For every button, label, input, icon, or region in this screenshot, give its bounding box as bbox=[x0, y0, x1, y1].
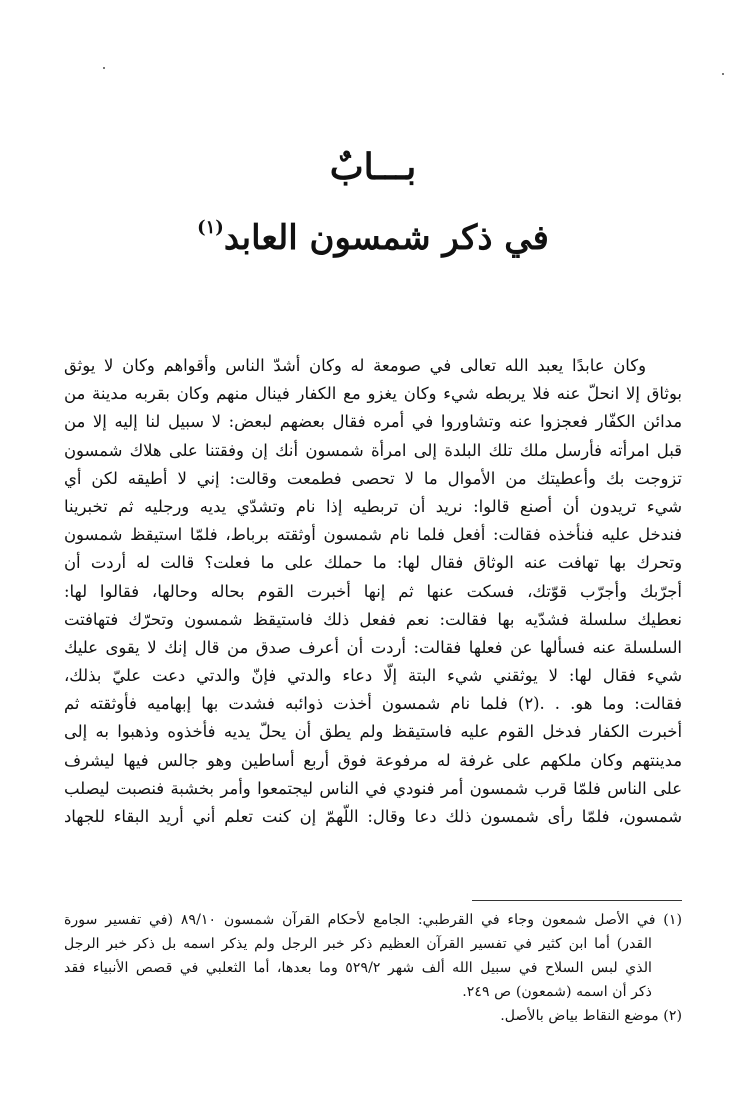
footnote-1-line: (١) في الأصل شمعون وجاء في القرطبي: الجامع لأحكام القرآن شمسون ٨٩/١٠ (في تفسير سورة bbox=[64, 912, 682, 928]
chapter-heading: بـــابٌ bbox=[329, 146, 417, 188]
body-line: أخبرت الكفار فدخل القوم عليه فاستيقظ ولم يطق أن يحلّ يديه فأخذوه وذهبوا به إلى bbox=[64, 722, 682, 742]
body-line: تزوجت بك وأعطيتك من الأموال ما لا تحصى فطمعت وقالت: إني لا أطيقه لكن أي bbox=[64, 468, 682, 488]
body-line: بوثاق إلا انحلّ عنه فلا يربطه شيء وكان يغزو مع الكفار فينال منهم وكان بقربه مدينة من bbox=[64, 384, 682, 404]
body-line: شيء تريدون أن أصنع قالوا: نريد أن تربطيه إذا نام وتشدّي يديه ورجليه ثم تخبرينا bbox=[64, 496, 682, 516]
footnote-1-line: ذكر أن اسمه (شمعون) ص ٢٤٩. bbox=[462, 984, 652, 1000]
chapter-header bbox=[0, 142, 746, 266]
footnotes bbox=[64, 908, 682, 1028]
body-line: وتحرك بها تهافت عنه الوثاق فقال لها: ما حملك على ما فعلت؟ قالت له أردت أن bbox=[64, 553, 682, 573]
footnote-divider bbox=[472, 900, 682, 901]
footnote-1-line: القدر) أما ابن كثير في تفسير القرآن العظيم ذكر خبر الرجل ولم يذكر اسمه بل ذكر خبر الرجل bbox=[64, 936, 652, 952]
body-line: السلسلة عنه فسألها عن فعلها فقالت: أردت أن أعرف صدق من قال إنك لا يقوى عليك bbox=[64, 637, 682, 657]
scan-speck bbox=[103, 67, 105, 69]
body-line: نعطيك سلسلة فشدّيه بها فقالت: نعم ففعل ذلك فاستيقظ شمسون وتحرّك فتهافتت bbox=[64, 609, 682, 629]
body-line: قبل امرأته فأرسل ملك تلك البلدة إلى امرأة شمسون أنك إن وفقتنا على هلاك شمسون bbox=[64, 440, 682, 460]
chapter-title-text: في ذكر شمسون العابد bbox=[223, 218, 549, 258]
footnote-1-line: الذي لبس السلاح في سبيل الله ألف شهر ٥٢٩/٢ وما بعدها، أما الثعلبي في قصص الأنبياء فقد bbox=[64, 960, 652, 976]
title-footnote-marker: (١) bbox=[197, 217, 224, 238]
body-line: فندخل عليه فنأخذه فقالت: أفعل فلما نام شمسون أوثقته برباط، فلمّا استيقظ شمسون bbox=[64, 525, 682, 545]
body-line: وكان عابدًا يعبد الله تعالى في صومعة له وكان أشدّ الناس وأقواهم وكان لا يوثق bbox=[64, 356, 646, 375]
footnote-2-line: (٢) موضع النقاط بياض بالأصل. bbox=[500, 1008, 682, 1024]
body-line: شمسون، فلمّا رأى شمسون ذلك دعا وقال: اللّهمّ إن كنت تعلم أني أريد البقاء للجهاد bbox=[64, 807, 682, 826]
chapter-title bbox=[0, 200, 746, 266]
body-text bbox=[64, 352, 682, 831]
body-line: شيء فقال لها: لا يوثقني شيء البتة إلّا دعاء والدتي فإنّ والدتي دعت عليّ بذلك، bbox=[64, 666, 682, 686]
body-line: على الناس فلمّا قرب شمسون أمر فنودي في الناس ليجتمعوا وأمر بخشبة فنصبت ليصلب bbox=[64, 778, 682, 798]
body-line: مدائن الكفّار فعجزوا عنه وتشاوروا في أمره فقال بعضهم لبعض: لا سبيل لنا إليه إلا من bbox=[64, 412, 682, 432]
body-line: أجرّبك وأجرّب قوّتك، فسكت عنها ثم إنها أخبرت القوم بحاله وحالها، فقالوا لها: bbox=[64, 581, 682, 601]
body-line: مدينتهم وكان ملكهم على غرفة له مرفوعة فوق أربع أساطين وهو جالس فيها ليشرف bbox=[64, 750, 682, 770]
body-line: فقالت: وما هو. . .(٢) فلما نام شمسون أخذت ذوائبه فشدت بها إبهاميه فأوثقته ثم bbox=[64, 694, 682, 714]
scan-speck bbox=[722, 73, 724, 75]
